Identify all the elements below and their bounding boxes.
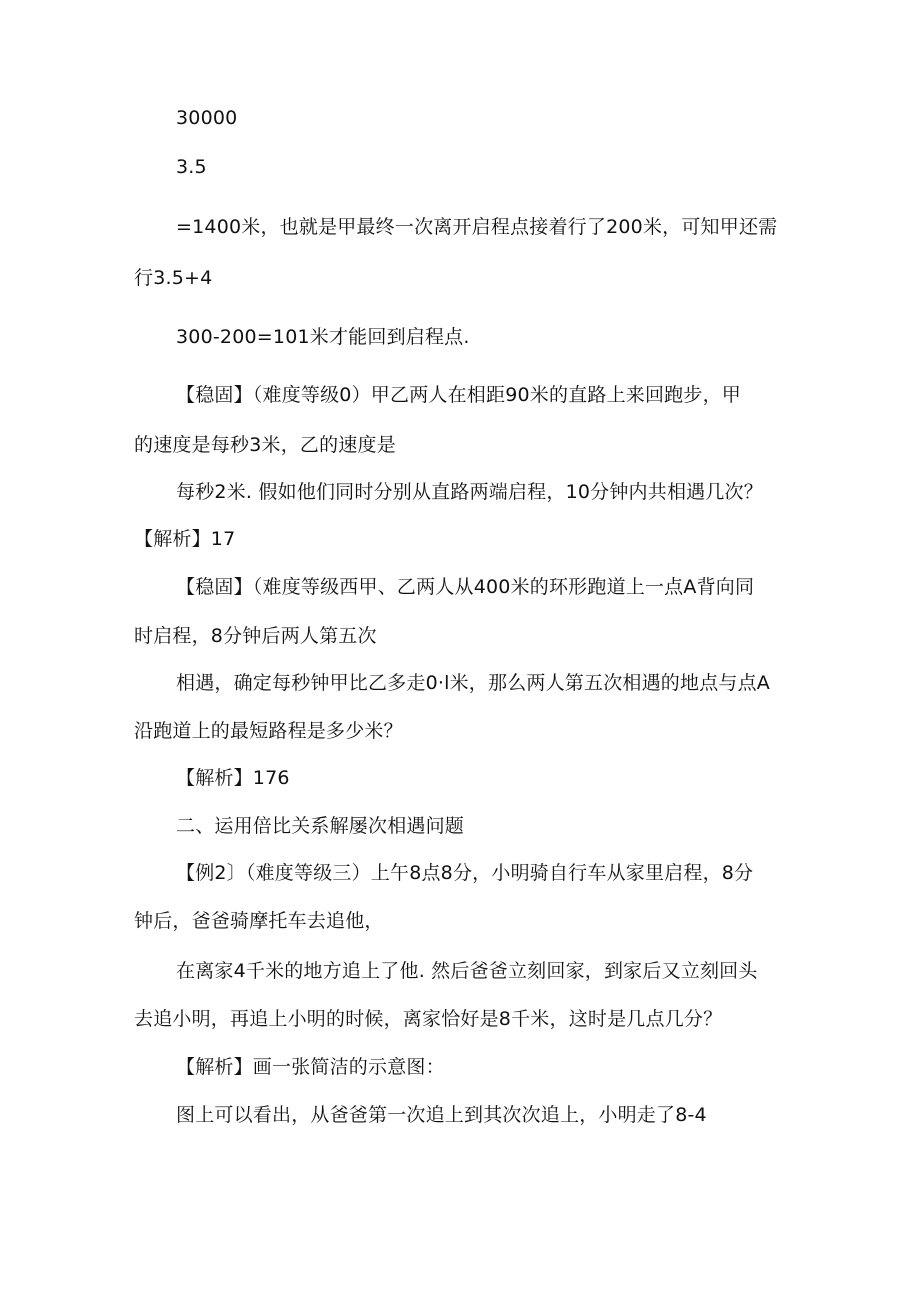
- text-line-8: 每秒2米. 假如他们同时分别从直路两端启程，10分钟内共相遇几次？: [176, 481, 763, 503]
- text-line-15: 二、运用倍比关系解屡次相遇问题: [176, 815, 465, 837]
- text-line-6: 【稳固】（难度等级0）甲乙两人在相距90米的直路上来回跑步，甲: [176, 384, 741, 406]
- text-line-10: 【稳固】（难度等级西甲、乙两人从400米的环形跑道上一点A背向同: [176, 576, 755, 598]
- text-line-9: 【解析】17: [134, 528, 236, 550]
- text-line-20: 【解析】画一张简洁的示意图：: [176, 1056, 445, 1078]
- text-line-14: 【解析】176: [176, 767, 290, 789]
- text-line-7: 的速度是每秒3米，乙的速度是: [134, 434, 396, 456]
- text-line-19: 去追小明，再追上小明的时候，离家恰好是8千米，这时是几点几分？: [134, 1008, 723, 1030]
- text-line-1: 30000: [176, 107, 238, 129]
- text-line-2: 3.5: [176, 156, 207, 178]
- text-line-4: 行3.5+4: [134, 267, 213, 289]
- text-line-5: 300-200=101米才能回到启程点.: [176, 326, 470, 348]
- text-line-13: 沿跑道上的最短路程是多少米？: [134, 720, 403, 742]
- text-line-17: 钟后，爸爸骑摩托车去追他，: [134, 910, 384, 932]
- text-line-11: 时启程，8分钟后两人第五次: [134, 625, 377, 647]
- text-line-16: 【例2〕（难度等级三）上午8点8分，小明骑自行车从家里启程，8分: [176, 862, 754, 884]
- text-line-18: 在离家4千米的地方追上了他. 然后爸爸立刻回家，到家后又立刻回头: [176, 960, 758, 982]
- text-line-12: 相遇，确定每秒钟甲比乙多走0·l米，那么两人第五次相遇的地点与点A: [176, 672, 771, 694]
- text-line-3: =1400米，也就是甲最终一次离开启程点接着行了200米，可知甲还需: [176, 216, 778, 238]
- text-line-21: 图上可以看出，从爸爸第一次追上到其次次追上，小明走了8-4: [176, 1104, 707, 1126]
